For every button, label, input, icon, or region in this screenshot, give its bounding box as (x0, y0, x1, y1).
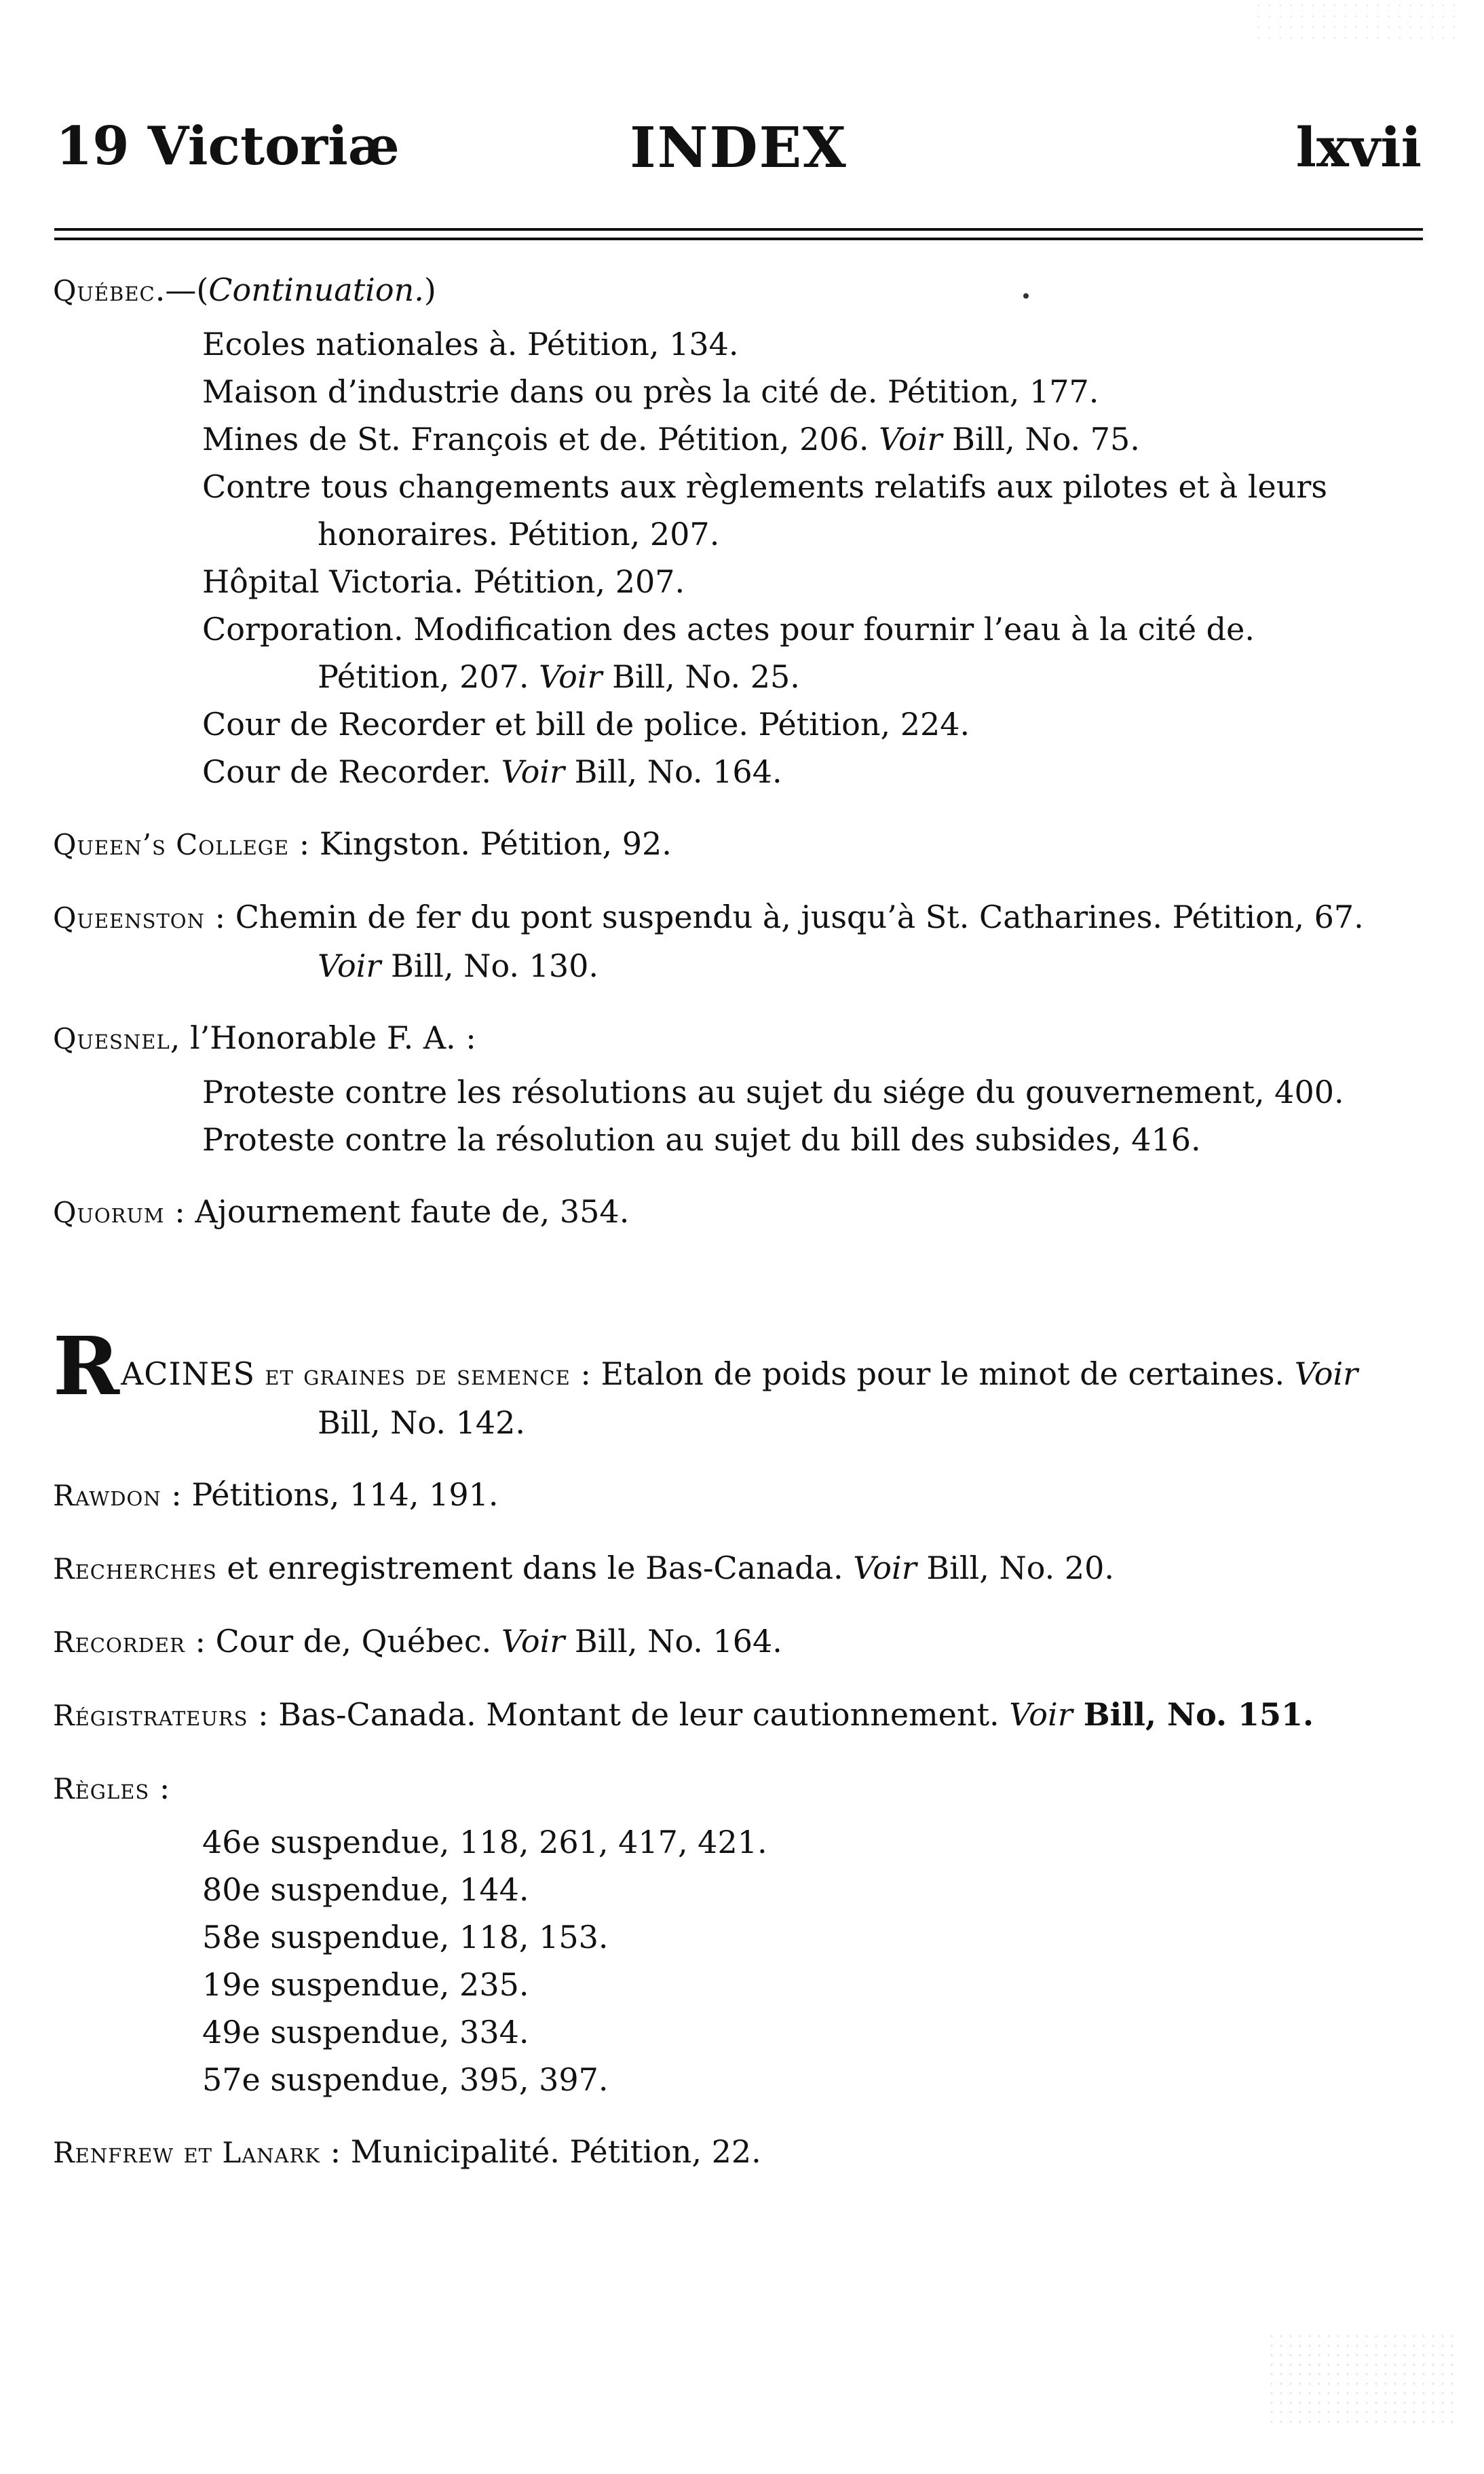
subentry (53, 2056, 1387, 2103)
entry-text: : Municipalité. Pétition, 22. (320, 2133, 761, 2170)
subentry (53, 320, 1387, 368)
voir-label: Voir (853, 1550, 917, 1586)
subentry (53, 748, 1387, 795)
entry-text: Bill, No. 164. (565, 1623, 782, 1660)
entry-head: Recorder (53, 1626, 185, 1659)
subentry (53, 558, 1387, 605)
entry-head-smallcaps: et graines de semence (255, 1358, 571, 1391)
subentry (53, 463, 1387, 558)
entry-head: ACINES (121, 1355, 256, 1392)
entry-text: : Cour de, Québec. (185, 1623, 501, 1660)
subentry (53, 605, 1387, 700)
header-title: INDEX (630, 115, 848, 181)
entry-rawdon (53, 1471, 1387, 1520)
subentry-text: 58e suspendue, 118, 153. (202, 1919, 609, 1955)
entry-text: : Etalon de poids pour le minot de certaines. (570, 1355, 1295, 1392)
subentry-text: 46e suspendue, 118, 261, 417, 421. (202, 1824, 767, 1860)
entry-head: Règles (53, 1772, 150, 1805)
subentry-text: Proteste contre les résolutions au sujet du siége du gouvernement, 400. (202, 1074, 1344, 1110)
header-rule-bottom (54, 238, 1423, 240)
entry-queens-college (53, 820, 1387, 869)
drop-cap: R (53, 1319, 120, 1413)
entry-text: : Pétitions, 114, 191. (161, 1476, 499, 1513)
entry-text: Bill, No. 142. (318, 1404, 525, 1441)
quesnel-subentries (53, 1068, 1387, 1163)
entry-text: : Bas-Canada. Montant de leur cautionnement. (248, 1696, 1010, 1733)
entry-quesnel (53, 1014, 1387, 1063)
continuation-label: Continuation. (208, 271, 424, 308)
subentry-text: Bill, No. 25. (602, 658, 800, 695)
subentry-text: Bill, No. 164. (564, 753, 782, 790)
entry-punct: ) (423, 271, 436, 308)
subentry (53, 1068, 1387, 1116)
entry-text: : Ajournement faute de, 354. (164, 1193, 630, 1230)
entry-text: Bill, No. 151. (1072, 1696, 1314, 1733)
subentry (53, 1818, 1387, 1866)
voir-label: Voir (501, 1623, 565, 1660)
entry-head: Queen’s College (53, 828, 290, 861)
subentry-text: Maison d’industrie dans ou près la cité de. Pétition, 177. (202, 373, 1099, 410)
subentry (53, 1866, 1387, 1913)
subentry (53, 1116, 1387, 1163)
subentry-text: 19e suspendue, 235. (202, 1966, 529, 2003)
entry-quebec-heading (53, 266, 1387, 315)
voir-label: Voir (318, 948, 381, 984)
voir-label: Voir (1294, 1355, 1358, 1392)
entry-text: Bill, No. 20. (916, 1550, 1115, 1586)
page-header (56, 109, 1422, 183)
header-rule-top (54, 228, 1423, 231)
subentry (53, 1961, 1387, 2008)
entry-head: Renfrew et Lanark (53, 2136, 320, 2169)
entry-head: Quorum (53, 1196, 165, 1229)
entry-queenston (53, 893, 1387, 990)
subentry (53, 2008, 1387, 2056)
paper-speckle (1267, 2331, 1457, 2426)
subentry-text: Bill, No. 75. (942, 421, 1140, 457)
subentry-text: Contre tous changements aux règlements relatifs aux pilotes et à leurs honoraires. Pétition, 207. (202, 468, 1327, 552)
entry-head: Recherches (53, 1552, 217, 1586)
subentry-text: 49e suspendue, 334. (202, 2014, 529, 2050)
subentry (53, 700, 1387, 748)
voir-label: Voir (879, 421, 943, 457)
subentry-text: Proteste contre la résolution au sujet du bill des subsides, 416. (202, 1121, 1201, 1158)
entry-registrateurs (53, 1691, 1387, 1740)
subentry-text: 57e suspendue, 395, 397. (202, 2061, 609, 2098)
entry-renfrew-lanark (53, 2128, 1387, 2177)
entry-quorum (53, 1188, 1387, 1237)
subentry-text: Corporation. Modification des actes pour fournir l’eau à la cité de. Pétition, 207. (202, 611, 1255, 695)
entry-head: Queenston (53, 901, 205, 935)
subentry-text: 80e suspendue, 144. (202, 1871, 529, 1908)
entry-text: , l’Honorable F. A. : (170, 1019, 476, 1056)
paper-speckle (1253, 0, 1457, 41)
subentry (53, 415, 1387, 463)
voir-label: Voir (501, 753, 565, 790)
quebec-subentries (53, 320, 1387, 795)
subentry (53, 368, 1387, 415)
entry-head: Quesnel (53, 1022, 170, 1055)
header-left: 19 Victoriæ (56, 115, 400, 177)
entry-text: : Kingston. Pétition, 92. (289, 825, 672, 862)
entry-text: Bill, No. 130. (381, 948, 599, 984)
subentry-text: Cour de Recorder. (202, 753, 501, 790)
entry-head: Régistrateurs (53, 1699, 248, 1732)
subentry-text: Ecoles nationales à. Pétition, 134. (202, 326, 739, 362)
subentry-text: Cour de Recorder et bill de police. Pétition, 224. (202, 706, 970, 743)
regles-subentries (53, 1818, 1387, 2103)
subentry-text: Mines de St. François et de. Pétition, 206. (202, 421, 879, 457)
voir-label: Voir (539, 658, 603, 695)
entry-regles (53, 1764, 1387, 1813)
index-content (53, 266, 1387, 2201)
entry-text: et enregistrement dans le Bas-Canada. (216, 1550, 854, 1586)
voir-label: Voir (1009, 1696, 1073, 1733)
entry-punct: .—( (155, 271, 209, 308)
entry-recherches (53, 1544, 1387, 1593)
entry-racines (53, 1319, 1387, 1446)
entry-text: : (149, 1769, 170, 1806)
entry-text: : Chemin de fer du pont suspendu à, jusqu’à St. Catharines. Pétition, 67. (204, 899, 1364, 935)
entry-head: Québec (53, 274, 155, 307)
section-gap (53, 1261, 1387, 1343)
header-page-number: lxvii (1295, 115, 1422, 179)
subentry (53, 1913, 1387, 1961)
entry-head: Rawdon (53, 1479, 161, 1512)
subentry-text: Hôpital Victoria. Pétition, 207. (202, 563, 685, 600)
entry-recorder (53, 1617, 1387, 1666)
